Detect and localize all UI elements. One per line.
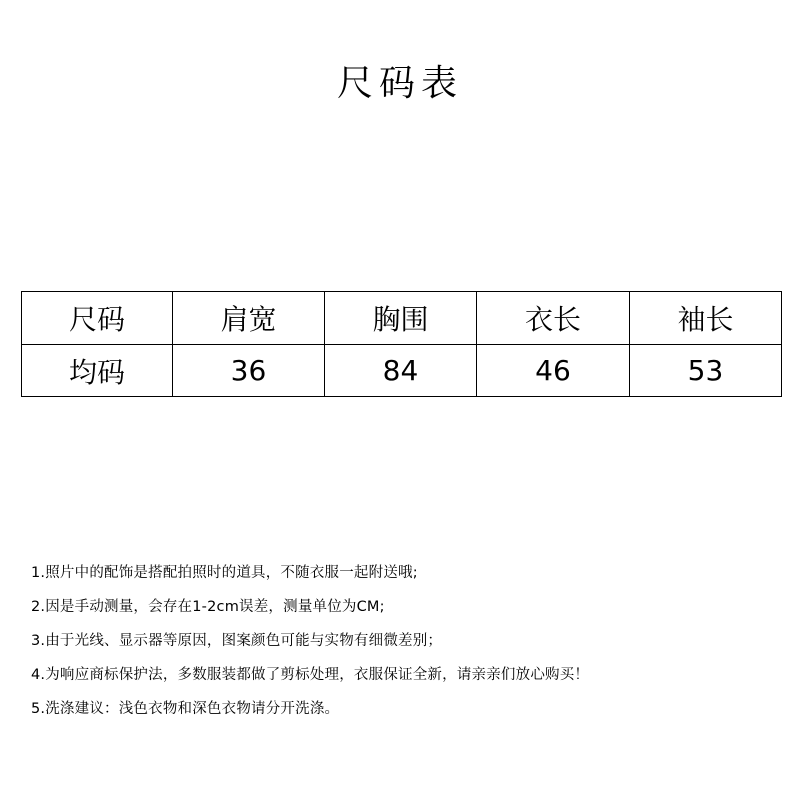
header-sleeve-length: 袖长 bbox=[630, 292, 782, 345]
cell-length: 46 bbox=[477, 345, 630, 397]
cell-size: 均码 bbox=[22, 345, 173, 397]
notes-list bbox=[31, 563, 791, 733]
cell-shoulder-width: 36 bbox=[173, 345, 325, 397]
table-row bbox=[22, 345, 782, 397]
size-table bbox=[21, 291, 782, 397]
cell-chest: 84 bbox=[325, 345, 477, 397]
note-item: 2.因是手动测量，会存在1-2cm误差，测量单位为CM; bbox=[31, 599, 385, 615]
table-header-row bbox=[22, 292, 782, 345]
header-length: 衣长 bbox=[477, 292, 630, 345]
note-item: 3.由于光线、显示器等原因，图案颜色可能与实物有细微差别； bbox=[31, 633, 443, 649]
cell-sleeve-length: 53 bbox=[630, 345, 782, 397]
header-chest: 胸围 bbox=[325, 292, 477, 345]
header-size: 尺码 bbox=[22, 292, 173, 345]
page-title: 尺码表 bbox=[336, 63, 463, 104]
note-item: 5.洗涤建议：浅色衣物和深色衣物请分开洗涤。 bbox=[31, 701, 340, 717]
note-item: 4.为响应商标保护法，多数服装都做了剪标处理，衣服保证全新，请亲亲们放心购买！ bbox=[31, 667, 590, 683]
header-shoulder-width: 肩宽 bbox=[173, 292, 325, 345]
note-item: 1.照片中的配饰是搭配拍照时的道具，不随衣服一起附送哦; bbox=[31, 565, 418, 581]
